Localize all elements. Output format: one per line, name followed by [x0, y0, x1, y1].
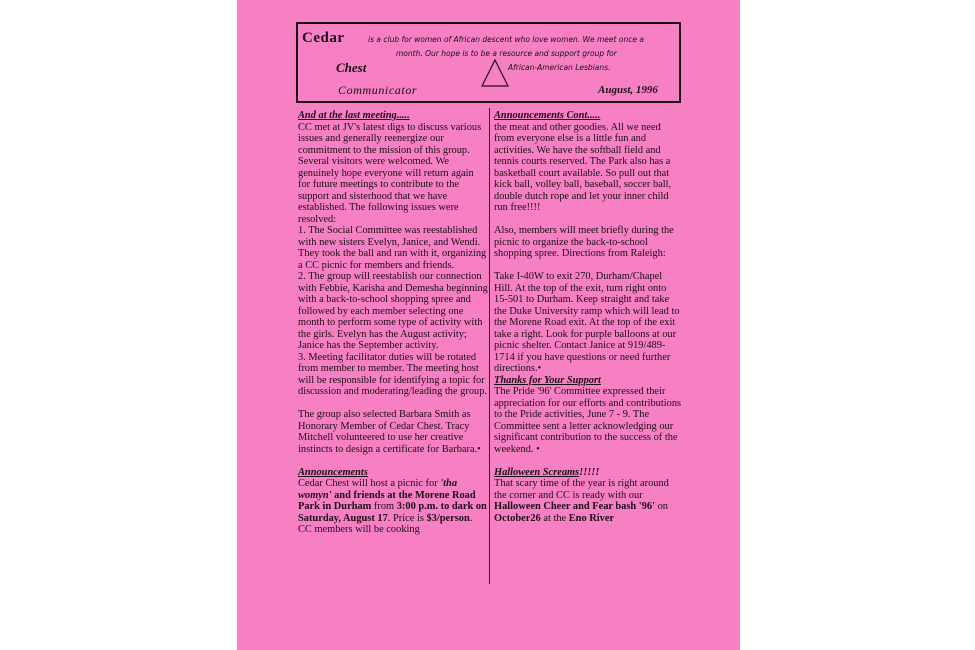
- last-meeting-heading: And at the last meeting.....: [298, 110, 410, 121]
- masthead-cedar: Cedar: [302, 30, 345, 46]
- honorary-member-paragraph: The group also selected Barbara Smith as Honorary Member of Cedar Chest. Tracy Mitchell volunteered to use her creative instincts to design a certificate for Barbara.•: [298, 409, 481, 455]
- masthead: [296, 22, 681, 103]
- resolved-item-1: 1. The Social Committee was reestablished with new sisters Evelyn, Janice, and Wendi. They took the ball and ran with it, organizing a CC picnic for members and friends.: [298, 225, 487, 271]
- halloween-paragraph: That scary time of the year is right around the corner and CC is ready with our Halloween Cheer and Fear bash '96' on October26 at the Eno River: [494, 478, 669, 524]
- right-column: [494, 110, 682, 524]
- masthead-tagline-3: African-American Lesbians.: [508, 63, 611, 72]
- masthead-date: August, 1996: [598, 84, 658, 96]
- directions-paragraph: Take I-40W to exit 270, Durham/Chapel Hill. At the top of the exit, turn right onto 15-501 to Durham. Keep straight and take the Duke University ramp which will lead to the Morene Road exit. At the top of the exit take a right. Look for purple balloons at our picnic shelter. Contact Janice at 919/489-1714 if you have questions or need further directions.•: [494, 271, 680, 374]
- masthead-tagline-1: is a club for women of African descent who love women. We meet once a: [368, 35, 644, 44]
- halloween-heading: Halloween Screams!!!!!: [494, 466, 600, 478]
- picnic-announcement: Cedar Chest will host a picnic for 'tha womyn' and friends at the Morene Road Park in Durham from 3:00 p.m. to dark on Saturday, August 17. Price is $3/person. CC members will be cooking: [298, 478, 487, 535]
- last-meeting-intro: CC met at JV's latest digs to discuss various issues and generally reenergize our commitment to the mission of this group. Several visitors were welcomed. We genuinely hope everyone will return again for future meetings to contribute to the support and sisterhood that we have established. The following issues were resolved:: [298, 121, 482, 225]
- triangle-icon: [480, 58, 510, 88]
- thanks-paragraph: The Pride '96' Committee expressed their appreciation for our efforts and contributions to the Pride activities, June 7 - 9. The Committee sent a letter acknowledging our significant contribution to the success of the weekend. •: [494, 386, 682, 455]
- masthead-communicator: Communicator: [338, 83, 418, 97]
- masthead-chest: Chest: [336, 60, 367, 75]
- left-column: [298, 110, 488, 536]
- announcements-heading: Announcements: [298, 466, 368, 478]
- masthead-tagline-2: month. Our hope is to be a resource and support group for: [396, 49, 617, 58]
- thanks-heading: Thanks for Your Support: [494, 374, 601, 386]
- column-divider: [489, 108, 490, 584]
- announcements-cont-heading: Announcements Cont.....: [494, 110, 601, 121]
- resolved-item-3: 3. Meeting facilitator duties will be rotated from member to member. The meeting host will be responsible for identifying a topic for discussion and moderating/leading the group.: [298, 351, 488, 397]
- picnic-activities-paragraph: the meat and other goodies. All we need from everyone else is a little fun and activities. We have the softball field and tennis courts reserved. The Park also has a basketball court available. So pull out that kick ball, volley ball, baseball, soccer ball, double dutch rope and let your inner child run free!!!!: [494, 121, 672, 213]
- resolved-item-2: 2. The group will reestablish our connection with Febbie, Karisha and Demesha beginning with a back-to-school shopping spree and followed by each member selecting one month to perform some type of activity with the girls. Evelyn has the August activity; Janice has the September activity.: [298, 271, 488, 351]
- shopping-spree-paragraph: Also, members will meet briefly during the picnic to organize the back-to-school shopping spree. Directions from Raleigh:: [494, 225, 674, 259]
